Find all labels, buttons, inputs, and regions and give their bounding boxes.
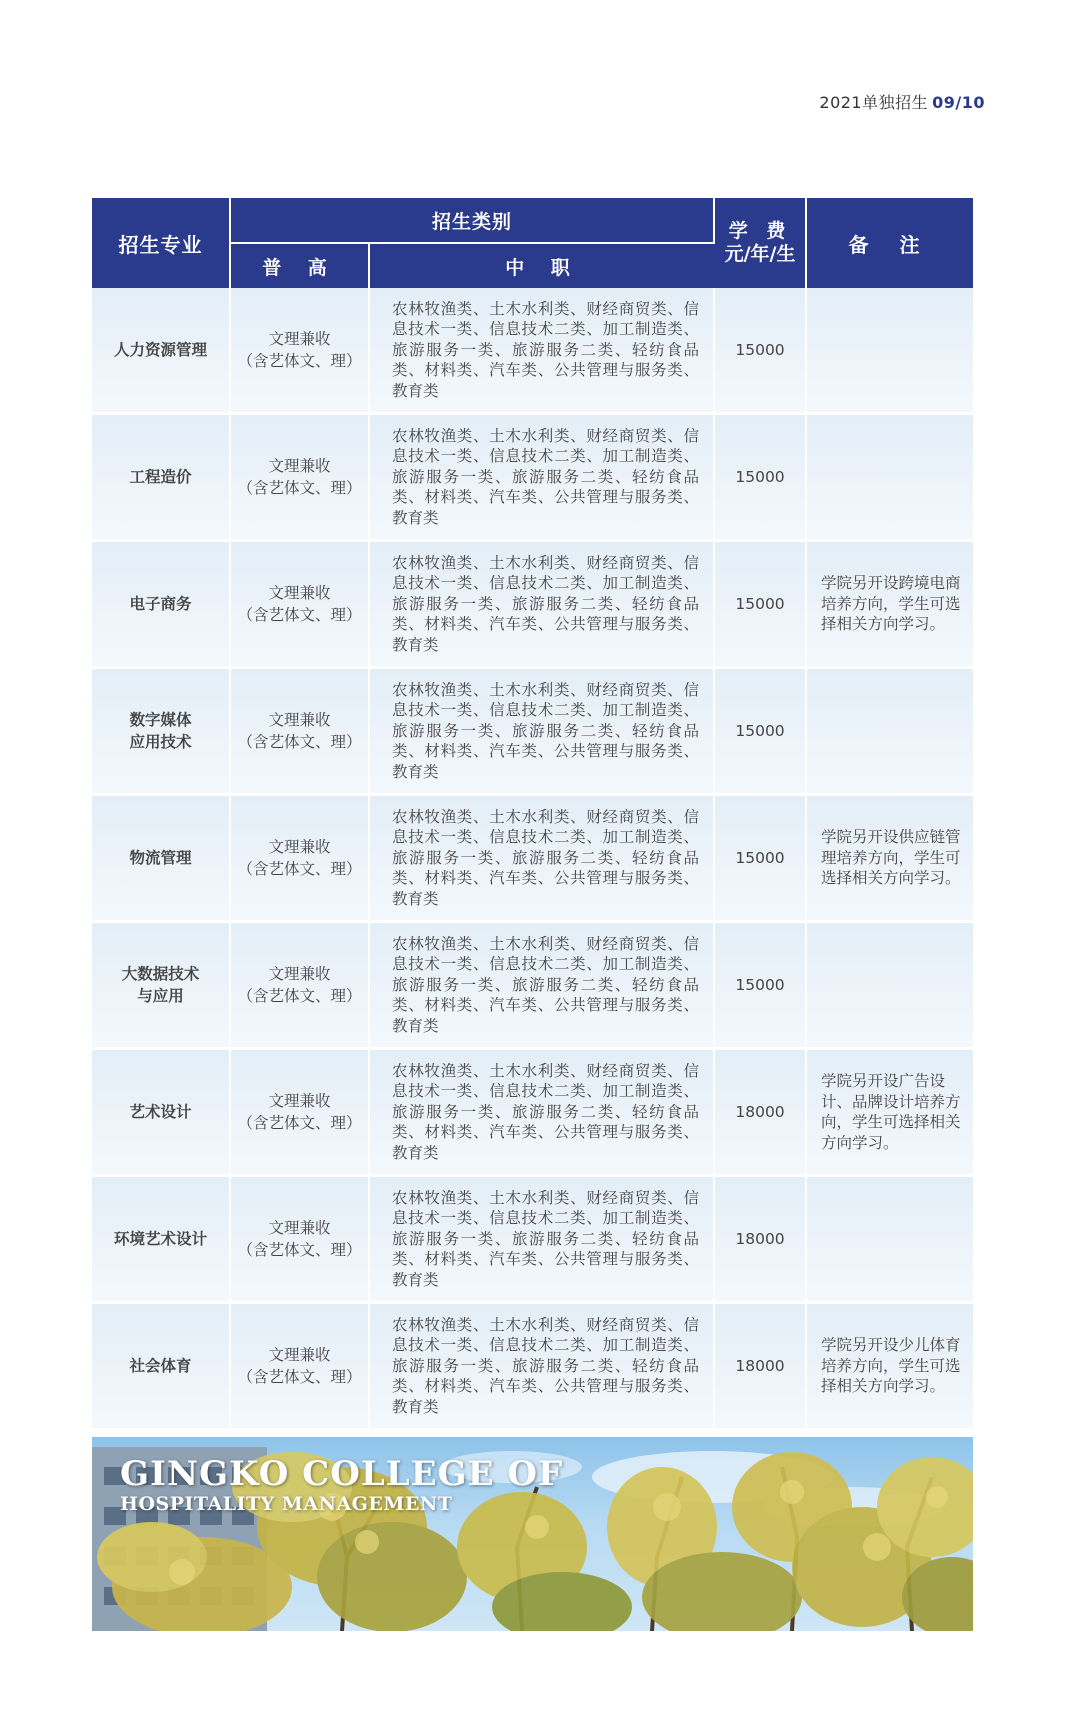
cell-general bbox=[231, 1304, 370, 1431]
cell-fee: 15000 bbox=[715, 669, 807, 796]
campus-photo-banner bbox=[92, 1437, 973, 1631]
general-line1: 文理兼收 bbox=[268, 1346, 331, 1364]
general-line2: （含艺体文、理） bbox=[237, 479, 362, 497]
general-line2: （含艺体文、理） bbox=[237, 606, 362, 624]
header-major: 招生专业 bbox=[92, 198, 231, 288]
cell-major bbox=[92, 415, 231, 542]
major-line1: 社会体育 bbox=[129, 1357, 192, 1375]
major-line1: 大数据技术 bbox=[121, 965, 200, 983]
major-line1: 工程造价 bbox=[129, 468, 192, 486]
header-note: 备 注 bbox=[807, 198, 973, 288]
cell-major bbox=[92, 1050, 231, 1177]
page-number: 09/10 bbox=[932, 93, 985, 112]
cell-note: 学院另开设广告设计、品牌设计培养方向，学生可选择相关方向学习。 bbox=[807, 1050, 973, 1177]
table-row bbox=[92, 542, 973, 669]
general-line1: 文理兼收 bbox=[268, 1092, 331, 1110]
header-category: 招生类别 bbox=[231, 198, 715, 244]
table-row bbox=[92, 415, 973, 542]
cell-major bbox=[92, 923, 231, 1050]
cell-note bbox=[807, 923, 973, 1050]
banner-title-line1: GINGKO COLLEGE OF bbox=[120, 1454, 564, 1494]
cell-major bbox=[92, 1304, 231, 1431]
cell-general bbox=[231, 288, 370, 415]
general-line2: （含艺体文、理） bbox=[237, 860, 362, 878]
cell-vocational: 农林牧渔类、土木水利类、财经商贸类、信息技术一类、信息技术二类、加工制造类、旅游服务一类、旅游服务二类、轻纺食品类、材料类、汽车类、公共管理与服务类、教育类 bbox=[370, 542, 715, 669]
general-line1: 文理兼收 bbox=[268, 330, 331, 348]
header-fee bbox=[715, 198, 807, 288]
header-general: 普 高 bbox=[231, 244, 370, 288]
general-line2: （含艺体文、理） bbox=[237, 1368, 362, 1386]
cell-major bbox=[92, 288, 231, 415]
cell-fee: 18000 bbox=[715, 1304, 807, 1431]
cell-fee: 18000 bbox=[715, 1050, 807, 1177]
cell-vocational: 农林牧渔类、土木水利类、财经商贸类、信息技术一类、信息技术二类、加工制造类、旅游服务一类、旅游服务二类、轻纺食品类、材料类、汽车类、公共管理与服务类、教育类 bbox=[370, 1304, 715, 1431]
table-row bbox=[92, 669, 973, 796]
general-line2: （含艺体文、理） bbox=[237, 987, 362, 1005]
general-line2: （含艺体文、理） bbox=[237, 352, 362, 370]
major-line1: 数字媒体 bbox=[129, 711, 192, 729]
cell-fee: 15000 bbox=[715, 415, 807, 542]
cell-major bbox=[92, 542, 231, 669]
table-row bbox=[92, 1177, 973, 1304]
cell-vocational: 农林牧渔类、土木水利类、财经商贸类、信息技术一类、信息技术二类、加工制造类、旅游服务一类、旅游服务二类、轻纺食品类、材料类、汽车类、公共管理与服务类、教育类 bbox=[370, 1177, 715, 1304]
cell-vocational: 农林牧渔类、土木水利类、财经商贸类、信息技术一类、信息技术二类、加工制造类、旅游服务一类、旅游服务二类、轻纺食品类、材料类、汽车类、公共管理与服务类、教育类 bbox=[370, 288, 715, 415]
major-line1: 电子商务 bbox=[129, 595, 192, 613]
cell-general bbox=[231, 1050, 370, 1177]
major-line1: 环境艺术设计 bbox=[113, 1230, 207, 1248]
cell-vocational: 农林牧渔类、土木水利类、财经商贸类、信息技术一类、信息技术二类、加工制造类、旅游服务一类、旅游服务二类、轻纺食品类、材料类、汽车类、公共管理与服务类、教育类 bbox=[370, 669, 715, 796]
general-line1: 文理兼收 bbox=[268, 711, 331, 729]
major-line2: 与应用 bbox=[137, 987, 184, 1005]
major-line1: 艺术设计 bbox=[129, 1103, 192, 1121]
cell-general bbox=[231, 923, 370, 1050]
brochure-label: 2021单独招生 bbox=[819, 93, 929, 112]
cell-major bbox=[92, 1177, 231, 1304]
cell-note bbox=[807, 669, 973, 796]
header-vocational: 中 职 bbox=[370, 244, 715, 288]
general-line1: 文理兼收 bbox=[268, 584, 331, 602]
page-header bbox=[819, 90, 985, 113]
banner-title-line2: HOSPITALITY MANAGEMENT bbox=[120, 1493, 453, 1515]
cell-general bbox=[231, 415, 370, 542]
major-line1: 物流管理 bbox=[129, 849, 192, 867]
cell-note: 学院另开设跨境电商培养方向，学生可选择相关方向学习。 bbox=[807, 542, 973, 669]
cell-fee: 15000 bbox=[715, 288, 807, 415]
cell-note: 学院另开设少儿体育培养方向，学生可选择相关方向学习。 bbox=[807, 1304, 973, 1431]
cell-vocational: 农林牧渔类、土木水利类、财经商贸类、信息技术一类、信息技术二类、加工制造类、旅游服务一类、旅游服务二类、轻纺食品类、材料类、汽车类、公共管理与服务类、教育类 bbox=[370, 415, 715, 542]
cell-vocational: 农林牧渔类、土木水利类、财经商贸类、信息技术一类、信息技术二类、加工制造类、旅游服务一类、旅游服务二类、轻纺食品类、材料类、汽车类、公共管理与服务类、教育类 bbox=[370, 1050, 715, 1177]
banner-title bbox=[120, 1455, 563, 1515]
cell-note bbox=[807, 288, 973, 415]
cell-major bbox=[92, 796, 231, 923]
general-line1: 文理兼收 bbox=[268, 457, 331, 475]
cell-note bbox=[807, 415, 973, 542]
cell-general bbox=[231, 542, 370, 669]
table-row bbox=[92, 923, 973, 1050]
cell-fee: 15000 bbox=[715, 923, 807, 1050]
general-line1: 文理兼收 bbox=[268, 838, 331, 856]
table-row bbox=[92, 288, 973, 415]
admissions-table bbox=[92, 198, 973, 1431]
general-line2: （含艺体文、理） bbox=[237, 733, 362, 751]
cell-note: 学院另开设供应链管理培养方向，学生可选择相关方向学习。 bbox=[807, 796, 973, 923]
cell-fee: 18000 bbox=[715, 1177, 807, 1304]
header-fee-line2: 元/年/生 bbox=[724, 243, 796, 265]
cell-fee: 15000 bbox=[715, 542, 807, 669]
general-line2: （含艺体文、理） bbox=[237, 1114, 362, 1132]
header-fee-line1: 学 费 bbox=[728, 220, 792, 242]
table-row bbox=[92, 1304, 973, 1431]
general-line1: 文理兼收 bbox=[268, 965, 331, 983]
cell-note bbox=[807, 1177, 973, 1304]
cell-general bbox=[231, 669, 370, 796]
table-row bbox=[92, 1050, 973, 1177]
cell-fee: 15000 bbox=[715, 796, 807, 923]
table-row bbox=[92, 796, 973, 923]
cell-vocational: 农林牧渔类、土木水利类、财经商贸类、信息技术一类、信息技术二类、加工制造类、旅游服务一类、旅游服务二类、轻纺食品类、材料类、汽车类、公共管理与服务类、教育类 bbox=[370, 796, 715, 923]
cell-major bbox=[92, 669, 231, 796]
general-line1: 文理兼收 bbox=[268, 1219, 331, 1237]
major-line1: 人力资源管理 bbox=[113, 341, 207, 359]
cell-vocational: 农林牧渔类、土木水利类、财经商贸类、信息技术一类、信息技术二类、加工制造类、旅游服务一类、旅游服务二类、轻纺食品类、材料类、汽车类、公共管理与服务类、教育类 bbox=[370, 923, 715, 1050]
table-header bbox=[92, 198, 973, 288]
cell-general bbox=[231, 796, 370, 923]
general-line2: （含艺体文、理） bbox=[237, 1241, 362, 1259]
major-line2: 应用技术 bbox=[129, 733, 192, 751]
cell-general bbox=[231, 1177, 370, 1304]
